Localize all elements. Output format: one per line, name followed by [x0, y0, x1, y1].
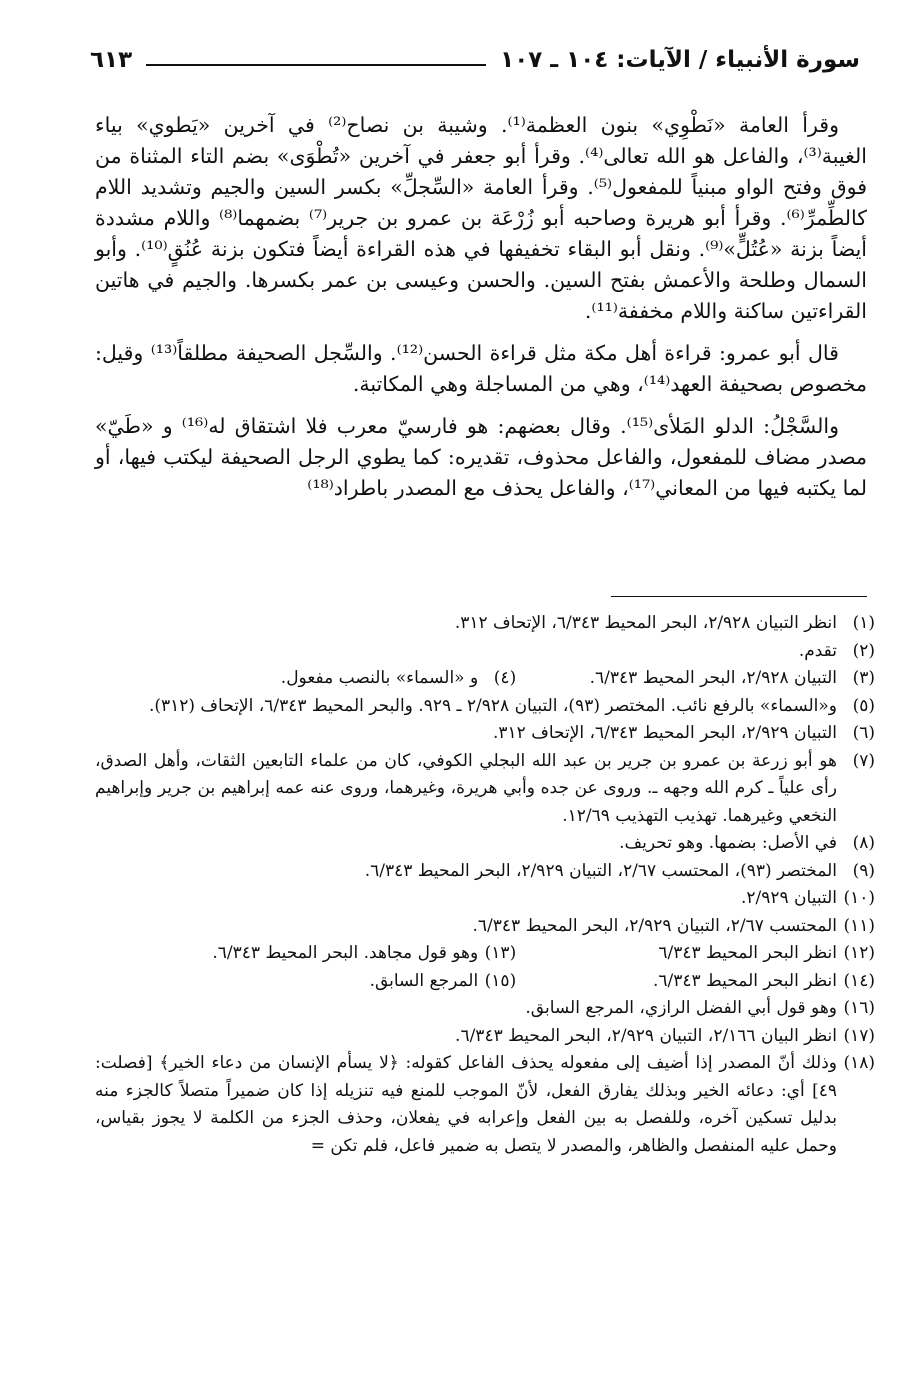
- page-number: ٦١٣: [90, 47, 133, 73]
- footnote-text: وهو قول مجاهد. البحر المحيط ٦/٣٤٣.: [212, 943, 479, 963]
- footnote-number: (١١): [843, 915, 875, 936]
- paragraph: قال أبو عمرو: قراءة أهل مكة مثل قراءة الحسن⁽¹²⁾. والسِّجل الصحيفة مطلقاً⁽¹³⁾ وقيل: مخصوص بصحيفة العهد⁽¹⁴⁾، وهي من المساجلة وهي المكاتبة.: [95, 341, 867, 396]
- footnote-text: انظر البحر المحيط ٦/٣٤٣: [658, 943, 837, 963]
- footnote-number: (٥): [852, 695, 875, 716]
- page-header: [90, 38, 860, 82]
- footnote-17: [95, 1023, 875, 1051]
- footnote-number: (١): [852, 613, 875, 633]
- footnote-row: [95, 968, 875, 996]
- footnote-text: انظر التبيان ٢/٩٢٨، البحر المحيط ٦/٣٤٣، الإتحاف ٣١٢.: [454, 613, 837, 633]
- footnote-number: (١٧): [843, 1025, 875, 1046]
- footnote-number: (٦): [852, 723, 875, 743]
- footnote-text: انظر البيان ٢/١٦٦، التبيان ٢/٩٢٩، البحر المحيط ٦/٣٤٣.: [455, 1025, 837, 1046]
- footnote-number: (٢): [852, 640, 875, 661]
- footnote-text: التبيان ٢/٩٢٩.: [740, 888, 837, 908]
- footnote-9: [95, 858, 875, 886]
- footnote-7: [95, 748, 875, 831]
- header-rule: [146, 64, 486, 66]
- main-text: [95, 110, 867, 515]
- footnote-text: في الأصل: بضمها. وهو تحريف.: [619, 833, 837, 853]
- paragraph: وقرأ العامة «نَطْوِي» بنون العظمة⁽¹⁾. وشيبة بن نصاح⁽²⁾ في آخرين «يَطوي» بياء الغيبة⁽³⁾، والفاعل هو الله تعالى⁽⁴⁾. وقرأ أبو جعفر في آخرين «تُطْوَى» بضم التاء المثناة من فوق وفتح الواو مبنياً للمفعول⁽⁵⁾. وقرأ العامة «السِّجلِّ» بكسر السين والجيم وتشديد اللام كالطِّمرِّ⁽⁶⁾. وقرأ أبو هريرة وصاحبه أبو زُرْعَة بن عمرو بن جرير⁽⁷⁾ بضمهما⁽⁸⁾ واللام مشددة أيضاً بزنة «عُتُلٍّ»⁽⁹⁾. ونقل أبو البقاء تخفيفها في هذه القراءة أيضاً فتكون بزنة عُنُقٍ⁽¹⁰⁾. وأبو السمال وطلحة والأعمش بفتح السين. والحسن وعيسى بن عمر بكسرها. والجيم في هاتين القراءتين ساكنة واللام مخففة⁽¹¹⁾.: [95, 113, 867, 323]
- footnote-number: (٩): [852, 860, 875, 881]
- footnote-number: (١٢): [843, 943, 875, 963]
- footnote-number: (١٣): [484, 943, 517, 963]
- footnote-text: وهو قول أبي الفضل الرازي، المرجع السابق.: [525, 998, 837, 1018]
- footnotes: [95, 610, 875, 1160]
- footnote-13: [157, 940, 516, 968]
- running-title: سورة الأنبياء / الآيات: ١٠٤ ـ ١٠٧: [500, 47, 860, 73]
- footnote-1: [95, 610, 875, 638]
- footnote-number: (١٥): [484, 970, 517, 991]
- footnote-number: (٤): [493, 668, 517, 688]
- footnote-11: [95, 913, 875, 941]
- paragraph: والسَّجْلُ: الدلو المَلأى⁽¹⁵⁾. وقال بعضهم: هو فارسيّ معرب فلا اشتقاق له⁽¹⁶⁾ و «طَيّ» مصدر مضاف للمفعول، والفاعل محذوف، تقديره: كما يطوي الرجل الصحيفة ليكتب فيها، أو لما يكتبه فيها من المعاني⁽¹⁷⁾، والفاعل يحذف مع المصدر باطراد⁽¹⁸⁾: [95, 414, 867, 500]
- footnote-text: التبيان ٢/٩٢٩، البحر المحيط ٦/٣٤٣، الإتحاف ٣١٢.: [492, 723, 837, 743]
- footnote-2: [95, 638, 875, 666]
- footnote-text: و«السماء» بالرفع نائب. المختصر (٩٣)، التبيان ٢/٩٢٨ ـ ٩٢٩. والبحر المحيط ٦/٣٤٣، الإتحاف (٣١٢).: [148, 695, 837, 716]
- footnote-10: [95, 885, 875, 913]
- footnote-text: و «السماء» بالنصب مفعول.: [280, 668, 479, 688]
- footnote-text: المرجع السابق.: [369, 970, 479, 991]
- footnote-18: [95, 1050, 875, 1160]
- footnote-number: (١٦): [843, 998, 875, 1018]
- footnote-number: (١٤): [843, 970, 875, 991]
- footnote-text: هو أبو زرعة بن عمرو بن جرير بن عبد الله البجلي الكوفي، كان من علماء التابعين الثقات، وأهل الصدق، رأى علياً ـ كرم الله وجهه ـ. وروى عن جده وأبي هريرة، وغيرهما، وروى عنه عمه إبراهيم بن جرير وإبراهيم النخعي وغيرهما. تهذيب التهذيب ١٢/٦٩.: [95, 750, 837, 826]
- footnote-number: (٣): [852, 668, 875, 688]
- footnote-row: [95, 940, 875, 968]
- footnote-8: [95, 830, 875, 858]
- footnote-text: انظر البحر المحيط ٦/٣٤٣.: [652, 970, 837, 991]
- footnote-text: تقدم.: [798, 640, 837, 661]
- footnote-text: المختصر (٩٣)، المحتسب ٢/٦٧، التبيان ٢/٩٢٩، البحر المحيط ٦/٣٤٣.: [364, 860, 837, 881]
- footnote-14: [516, 968, 875, 996]
- footnote-text: المحتسب ٢/٦٧، التبيان ٢/٩٢٩، البحر المحيط ٦/٣٤٣.: [472, 915, 837, 936]
- footnote-6: [95, 720, 875, 748]
- footnote-5: [95, 693, 875, 721]
- footnote-15: [157, 968, 516, 996]
- footnote-text: وذلك أنّ المصدر إذا أضيف إلى مفعوله يحذف الفاعل كقوله: ﴿لا يسأم الإنسان من دعاء الخير﴾ [فصلت: ٤٩] أي: دعائه الخير وبذلك يفارق الفعل، لأنّ الموجب للمنع فيه تنزيله إذا كان ضميراً متصلاً كالجزء منه بدليل تسكين آخره، وللفصل به بين الفعل وإعرابه في يفعلان، وحذف الجزء من الكلمة لا يجوز بقياس، وحمل عليه المنفصل والظاهر، والمصدر لا يتصل به ضمير فاعل، فلم تكن =: [95, 1053, 837, 1156]
- footnote-number: (١٨): [843, 1053, 875, 1073]
- footnote-16: [95, 995, 875, 1023]
- footnote-row: [95, 665, 875, 693]
- footnote-number: (٨): [852, 833, 875, 853]
- footnote-separator: [611, 596, 867, 597]
- footnote-12: [516, 940, 875, 968]
- footnote-text: التبيان ٢/٩٢٨، البحر المحيط ٦/٣٤٣.: [589, 668, 837, 688]
- footnote-3: [516, 665, 875, 693]
- footnote-number: (١٠): [843, 888, 875, 908]
- footnote-4: [157, 665, 516, 693]
- footnote-number: (٧): [852, 750, 875, 771]
